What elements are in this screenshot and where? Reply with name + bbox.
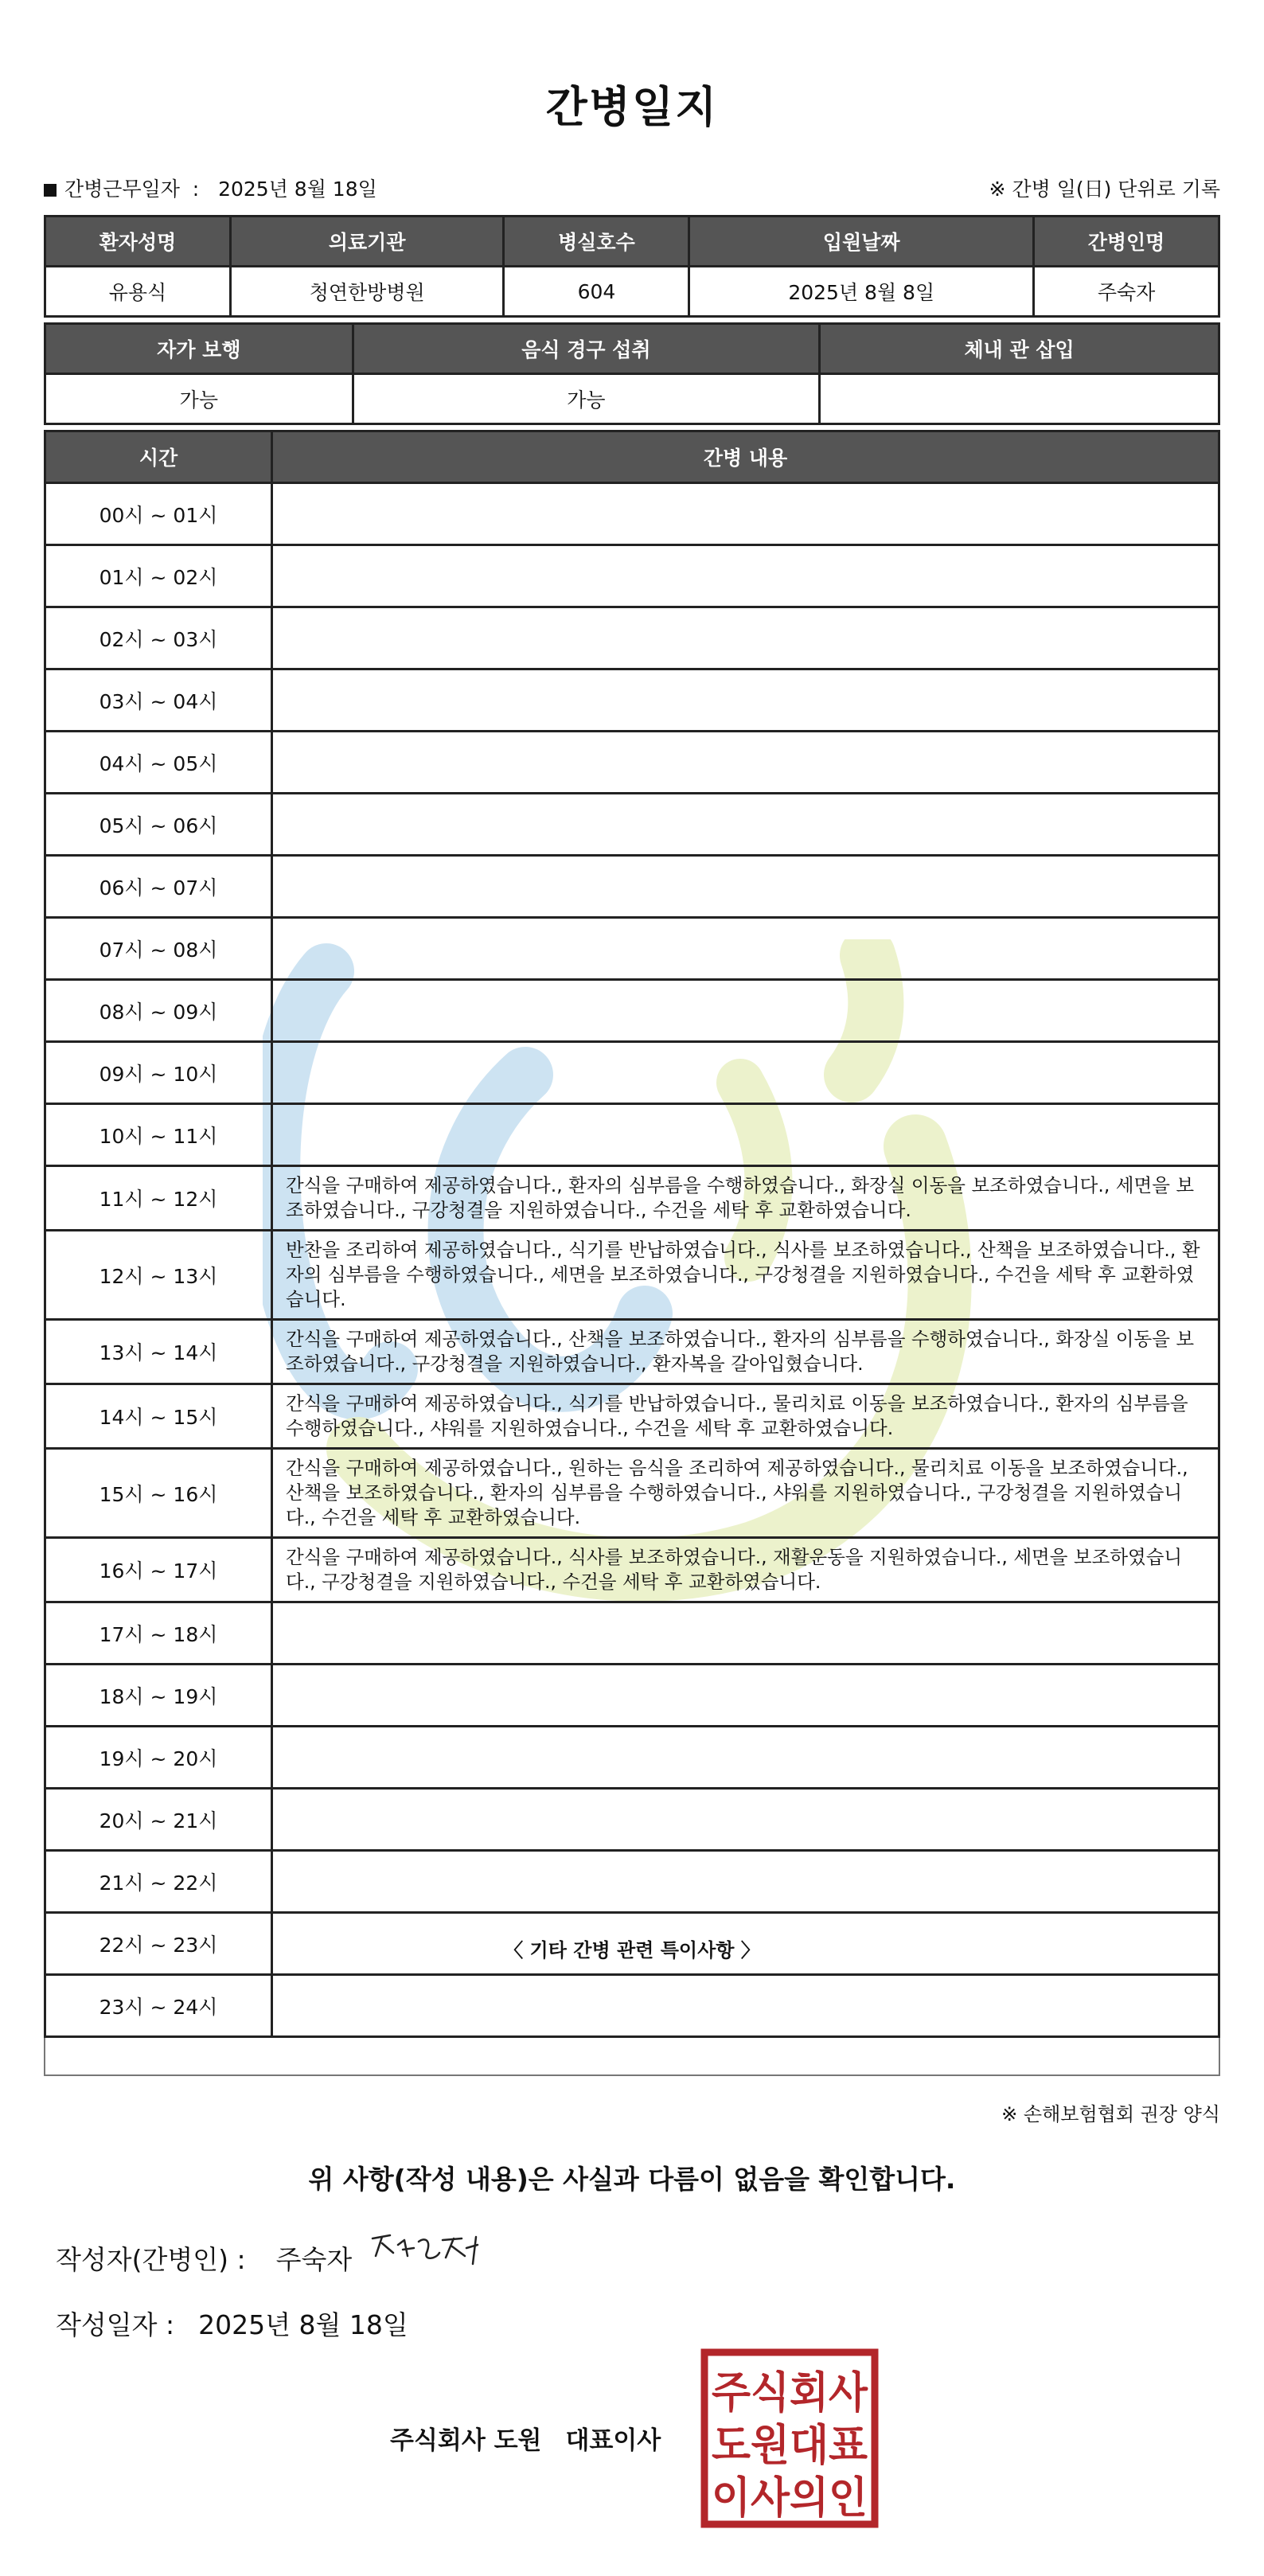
time-cell: 23시 ~ 24시 bbox=[45, 1975, 272, 2037]
care-content-cell bbox=[272, 1602, 1219, 1665]
header-tube: 체내 관 삽입 bbox=[820, 324, 1219, 374]
svg-text:도원대표: 도원대표 bbox=[712, 2420, 868, 2470]
care-content-cell bbox=[272, 1727, 1219, 1789]
time-cell: 18시 ~ 19시 bbox=[45, 1665, 272, 1727]
writer-name: 주숙자 bbox=[275, 2244, 353, 2275]
header-caregiver-name: 간병인명 bbox=[1034, 217, 1219, 267]
time-cell: 10시 ~ 11시 bbox=[45, 1104, 272, 1166]
table-row bbox=[45, 1851, 1219, 1913]
care-content-cell: 간식을 구매하여 제공하였습니다., 산책을 보조하였습니다., 환자의 심부름을 수행하였습니다., 화장실 이동을 보조하였습니다., 구강청결을 지원하였습니다., 환자복을 갈아입혔습니다. bbox=[272, 1320, 1219, 1384]
header-oral-intake: 음식 경구 섭취 bbox=[353, 324, 819, 374]
company-seal-icon bbox=[700, 2348, 879, 2528]
care-content-cell bbox=[272, 1789, 1219, 1851]
association-note: ※ 손해보험협회 권장 양식 bbox=[1001, 2103, 1220, 2125]
care-content-cell bbox=[272, 1104, 1219, 1166]
care-content-cell bbox=[272, 1913, 1219, 1975]
time-cell: 17시 ~ 18시 bbox=[45, 1602, 272, 1665]
time-cell: 14시 ~ 15시 bbox=[45, 1384, 272, 1449]
table-row bbox=[45, 1913, 1219, 1975]
patient-info-table bbox=[44, 215, 1220, 318]
patient-ability-table bbox=[44, 322, 1220, 425]
table-row bbox=[45, 732, 1219, 794]
care-content-cell bbox=[272, 856, 1219, 918]
time-cell: 19시 ~ 20시 bbox=[45, 1727, 272, 1789]
care-content-cell bbox=[272, 732, 1219, 794]
hospital: 청연한방병원 bbox=[230, 267, 504, 317]
time-cell: 08시 ~ 09시 bbox=[45, 980, 272, 1042]
caregiver-name: 주숙자 bbox=[1034, 267, 1219, 317]
table-row bbox=[45, 1384, 1219, 1449]
time-cell: 21시 ~ 22시 bbox=[45, 1851, 272, 1913]
time-cell: 09시 ~ 10시 bbox=[45, 1042, 272, 1104]
svg-text:주식회사: 주식회사 bbox=[712, 2367, 868, 2418]
care-log-table bbox=[44, 430, 1220, 2038]
header-hospital: 의료기관 bbox=[230, 217, 504, 267]
representative-title: 대표이사 bbox=[565, 2426, 661, 2455]
header-content: 간병 내용 bbox=[272, 431, 1219, 483]
table-row bbox=[45, 1665, 1219, 1727]
svg-text:이사의인: 이사의인 bbox=[712, 2473, 868, 2523]
care-content-cell: 반찬을 조리하여 제공하였습니다., 식기를 반납하였습니다., 식사를 보조하였습니다., 산책을 보조하였습니다., 환자의 심부름을 수행하였습니다., 세면을 보조하였습니다., 구강청결을 지원하였습니다., 수건을 세탁 후 교환하였습니다. bbox=[272, 1231, 1219, 1320]
table-row bbox=[45, 607, 1219, 669]
time-cell: 05시 ~ 06시 bbox=[45, 794, 272, 856]
confirmation-statement: 위 사항(작성 내용)은 사실과 다름이 없음을 확인합니다. bbox=[308, 2164, 956, 2195]
time-cell: 06시 ~ 07시 bbox=[45, 856, 272, 918]
square-bullet-icon bbox=[44, 184, 57, 197]
table-row bbox=[45, 669, 1219, 732]
table-row bbox=[45, 1602, 1219, 1665]
handwritten-signature-icon bbox=[366, 2221, 501, 2285]
header-admission-date: 입원날짜 bbox=[689, 217, 1034, 267]
work-date-label: 간병근무일자 bbox=[64, 178, 180, 201]
oral-intake-value: 가능 bbox=[353, 374, 819, 424]
care-log-body bbox=[45, 483, 1219, 2037]
care-content-cell: 간식을 구매하여 제공하였습니다., 식사를 보조하였습니다., 재활운동을 지원하였습니다., 세면을 보조하였습니다., 구강청결을 지원하였습니다., 수건을 세탁 후 교환하였습니다. bbox=[272, 1538, 1219, 1602]
care-content-cell bbox=[272, 794, 1219, 856]
table-row bbox=[45, 918, 1219, 980]
time-cell: 13시 ~ 14시 bbox=[45, 1320, 272, 1384]
care-content-cell bbox=[272, 669, 1219, 732]
time-cell: 01시 ~ 02시 bbox=[45, 545, 272, 607]
date-line bbox=[56, 2305, 408, 2342]
table-row bbox=[45, 1104, 1219, 1166]
table-row bbox=[45, 1727, 1219, 1789]
header-patient-name: 환자성명 bbox=[45, 217, 231, 267]
care-content-cell bbox=[272, 1042, 1219, 1104]
walking-value: 가능 bbox=[45, 374, 353, 424]
care-content-cell bbox=[272, 1851, 1219, 1913]
table-row bbox=[45, 1231, 1219, 1320]
care-content-cell bbox=[272, 1975, 1219, 2037]
table-row bbox=[45, 1320, 1219, 1384]
time-cell: 11시 ~ 12시 bbox=[45, 1166, 272, 1231]
time-cell: 16시 ~ 17시 bbox=[45, 1538, 272, 1602]
table-row bbox=[45, 1789, 1219, 1851]
table-row bbox=[45, 794, 1219, 856]
date-value: 2025년 8월 18일 bbox=[198, 2309, 408, 2340]
care-content-cell bbox=[272, 483, 1219, 545]
time-cell: 12시 ~ 13시 bbox=[45, 1231, 272, 1320]
tube-value bbox=[820, 374, 1219, 424]
care-content-cell bbox=[272, 918, 1219, 980]
table-row bbox=[45, 483, 1219, 545]
care-content-cell: 간식을 구매하여 제공하였습니다., 원하는 음식을 조리하여 제공하였습니다., 물리치료 이동을 보조하였습니다., 산책을 보조하였습니다., 환자의 심부름을 수행하였습니다., 샤워를 지원하였습니다., 구강청결을 지원하였습니다., 수건을 세탁 후 교환하였습니다. bbox=[272, 1449, 1219, 1538]
header-room: 병실호수 bbox=[504, 217, 689, 267]
company-name: 주식회사 도원 bbox=[390, 2426, 542, 2455]
time-cell: 03시 ~ 04시 bbox=[45, 669, 272, 732]
table-row bbox=[45, 1166, 1219, 1231]
care-content-cell bbox=[272, 980, 1219, 1042]
time-cell: 07시 ~ 08시 bbox=[45, 918, 272, 980]
time-cell: 04시 ~ 05시 bbox=[45, 732, 272, 794]
time-cell: 00시 ~ 01시 bbox=[45, 483, 272, 545]
time-cell: 20시 ~ 21시 bbox=[45, 1789, 272, 1851]
writer-line bbox=[56, 2239, 352, 2277]
time-cell: 02시 ~ 03시 bbox=[45, 607, 272, 669]
care-content-cell bbox=[272, 607, 1219, 669]
table-row bbox=[45, 1042, 1219, 1104]
table-row bbox=[45, 545, 1219, 607]
special-notes-title: 〈 기타 간병 관련 특이사항 〉 bbox=[504, 1939, 760, 1961]
date-label: 작성일자 : bbox=[56, 2309, 175, 2340]
care-content-cell bbox=[272, 1665, 1219, 1727]
unit-note: ※ 간병 일(日) 단위로 기록 bbox=[989, 178, 1220, 201]
work-date-value: 2025년 8월 18일 bbox=[218, 178, 377, 201]
time-cell: 22시 ~ 23시 bbox=[45, 1913, 272, 1975]
care-content-cell: 간식을 구매하여 제공하였습니다., 식기를 반납하였습니다., 물리치료 이동을 보조하였습니다., 환자의 심부름을 수행하였습니다., 샤워를 지원하였습니다., 수건을 세탁 후 교환하였습니다. bbox=[272, 1384, 1219, 1449]
table-row bbox=[45, 1975, 1219, 2037]
header-walking: 자가 보행 bbox=[45, 324, 353, 374]
header-time: 시간 bbox=[45, 431, 272, 483]
work-date: 간병근무일자 : 2025년 8월 18일 bbox=[44, 174, 377, 202]
time-cell: 15시 ~ 16시 bbox=[45, 1449, 272, 1538]
table-row bbox=[45, 856, 1219, 918]
patient-name: 유용식 bbox=[45, 267, 231, 317]
writer-label: 작성자(간병인) : bbox=[56, 2244, 246, 2275]
table-row bbox=[45, 1538, 1219, 1602]
room-number: 604 bbox=[504, 267, 689, 317]
table-row bbox=[45, 1449, 1219, 1538]
table-row bbox=[45, 980, 1219, 1042]
company-line bbox=[390, 2420, 661, 2456]
care-content-cell: 간식을 구매하여 제공하였습니다., 환자의 심부름을 수행하였습니다., 화장실 이동을 보조하였습니다., 세면을 보조하였습니다., 구강청결을 지원하였습니다., 수건을 세탁 후 교환하였습니다. bbox=[272, 1166, 1219, 1231]
admission-date: 2025년 8월 8일 bbox=[689, 267, 1034, 317]
care-content-cell bbox=[272, 545, 1219, 607]
page-title: 간병일지 bbox=[545, 82, 719, 132]
